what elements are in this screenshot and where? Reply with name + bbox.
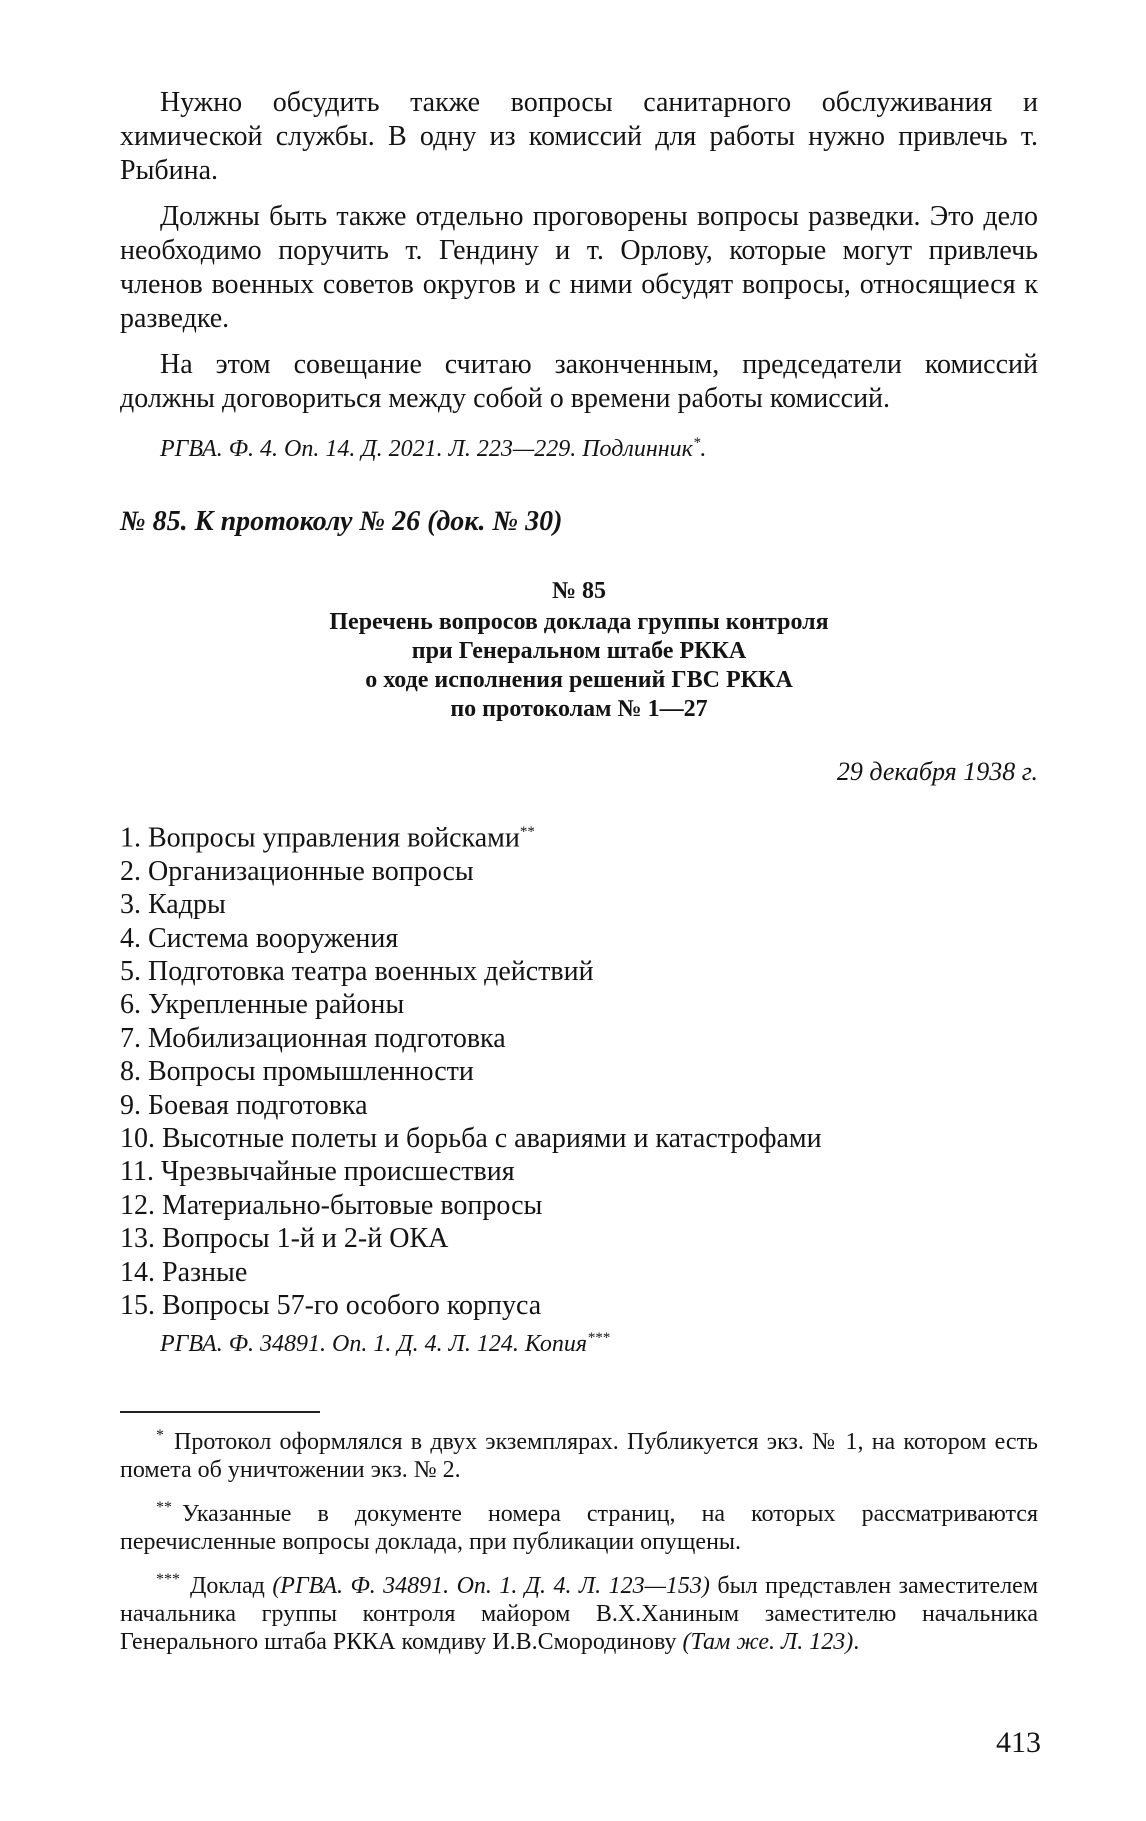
footnotes [120, 1422, 1038, 1666]
list-item: 14. Разные [120, 1256, 248, 1288]
footnote-divider [120, 1411, 320, 1413]
list-item: 10. Высотные полеты и борьба с авариями и катастрофами [120, 1122, 822, 1154]
list-item: 12. Материально-бытовые вопросы [120, 1189, 543, 1221]
list-item: 11. Чрезвычайные происшествия [120, 1156, 515, 1188]
title-line: о ходе исполнения решений ГВС РККА [365, 667, 793, 693]
title-line: по протоколам № 1—27 [450, 696, 708, 722]
list-item: 4. Система вооружения [120, 922, 399, 954]
intro-text [120, 86, 1038, 464]
questions-list [120, 816, 1038, 1322]
list-item: 13. Вопросы 1-й и 2-й ОКА [120, 1223, 449, 1255]
list-item: 2. Организационные вопросы [120, 855, 474, 887]
document-number: № 85 [551, 578, 607, 604]
archive-reference-copy: РГВА. Ф. 34891. Оп. 1. Д. 4. Л. 124. Копия*** [160, 1330, 610, 1357]
page-number: 413 [996, 1726, 1041, 1759]
list-item: 6. Укрепленные районы [120, 989, 405, 1021]
footnote-3: *** Доклад (РГВА. Ф. 34891. Оп. 1. Д. 4. Л. 123—153) был представлен заместителем начальника группы контроля майором В.Х.Ханиным заместителю начальника Генерального штаба РККА комдиву И.В.Смородинову (Там же. Л. 123). [120, 1571, 1039, 1655]
document-heading: № 85. К протоколу № 26 (док. № 30) [120, 506, 563, 537]
document-title [120, 608, 1038, 724]
list-item: 3. Кадры [120, 889, 226, 921]
document-date: 29 декабря 1938 г. [836, 757, 1038, 786]
title-line: Перечень вопросов доклада группы контроля [329, 609, 829, 635]
paragraph-conclusion: На этом совещание считаю законченным, председатели комиссий должны договориться между собой о времени работы комиссий. [120, 349, 1038, 414]
title-line: при Генеральном штабе РККА [411, 638, 747, 664]
footnote-2: ** Указанные в документе номера страниц, на которых рассматриваются перечисленные вопросы доклада, при публикации опущены. [120, 1499, 1038, 1555]
paragraph-intelligence: Должны быть также отдельно проговорены вопросы разведки. Это дело необходимо поручить т. Гендину и т. Орлову, которые могут привлечь членов военных советов округов и с ними обсудят вопросы, относящиеся к разведке. [120, 201, 1038, 334]
list-item: 15. Вопросы 57-го особого корпуса [120, 1290, 542, 1322]
list-item: 7. Мобилизационная подготовка [120, 1022, 506, 1054]
list-item: 1. Вопросы управления войсками** [120, 822, 535, 854]
paragraph-sanitary: Нужно обсудить также вопросы санитарного обслуживания и химической службы. В одну из комиссий для работы нужно привлечь т. Рыбина. [120, 87, 1038, 186]
list-item: 9. Боевая подготовка [120, 1089, 368, 1121]
list-item: 8. Вопросы промышленности [120, 1056, 474, 1088]
footnote-1: * Протокол оформлялся в двух экземплярах. Публикуется экз. № 1, на котором есть помета об уничтожении экз. № 2. [120, 1427, 1038, 1483]
list-item: 5. Подготовка театра военных действий [120, 955, 594, 987]
archive-reference: РГВА. Ф. 4. Оп. 14. Д. 2021. Л. 223—229. Подлинник*. [160, 435, 707, 462]
